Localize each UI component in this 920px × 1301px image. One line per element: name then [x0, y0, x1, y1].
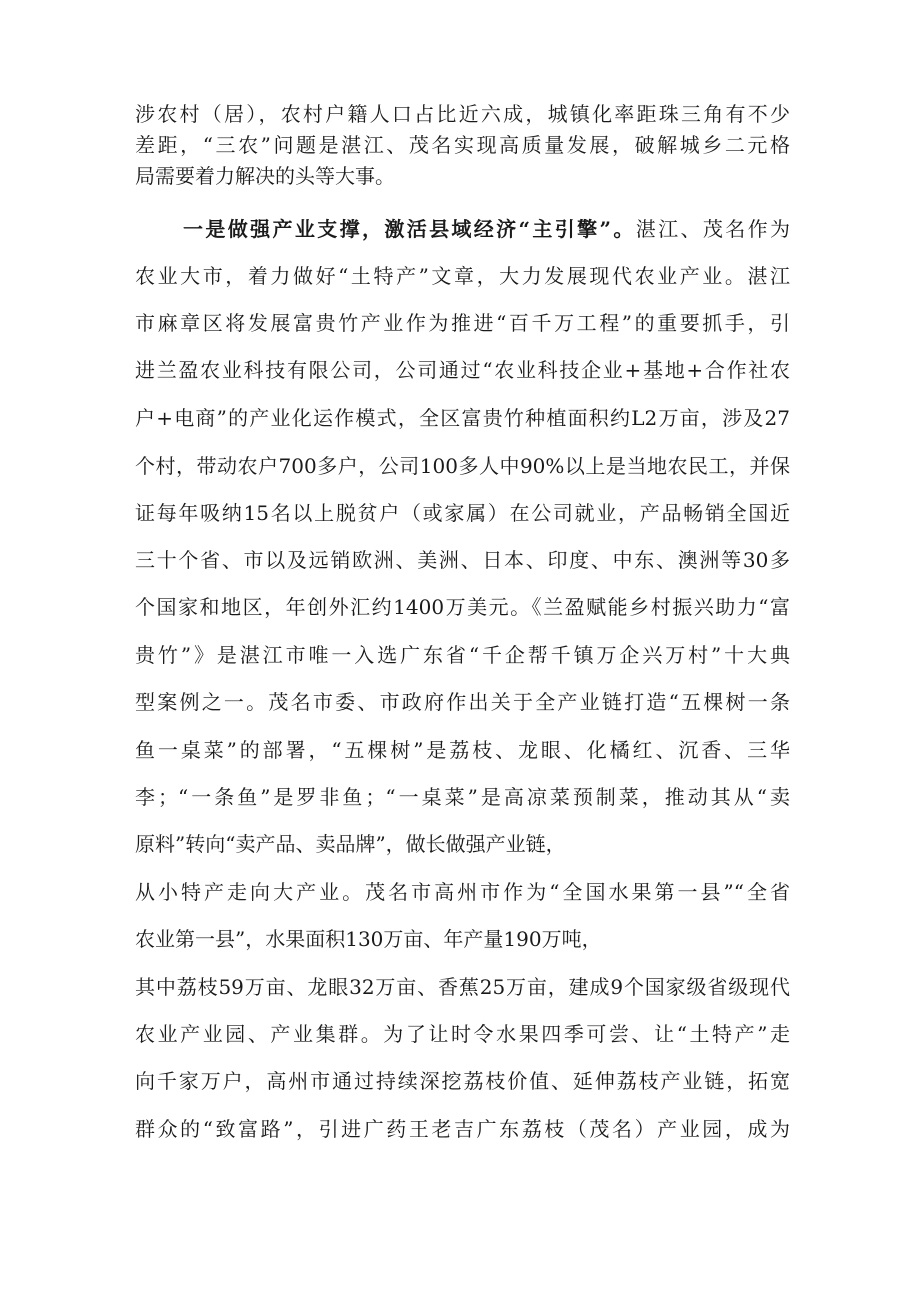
text-line: 群众的“致富路”，引进广药王老吉广东荔枝（茂名）产业园，成为: [135, 1117, 790, 1141]
text-line: 三十个省、市以及远销欧洲、美洲、日本、印度、中东、澳洲等30多: [135, 548, 790, 572]
text-line: 李；“一条鱼”是罗非鱼；“一桌菜”是高凉菜预制菜，推动其从“卖: [135, 785, 790, 809]
text-line: 原料”转向“卖产品、卖品牌”，做长做强产业链，: [135, 832, 566, 856]
text-line: 型案例之一。茂名市委、市政府作出关于全产业链打造“五棵树一条: [135, 690, 790, 714]
text-line: 贵竹”》是湛江市唯一入选广东省“千企帮千镇万企兴万村”十大典: [135, 643, 790, 667]
text-line: 农业产业园、产业集群。为了让时令水果四季可尝、让“土特产”走: [135, 1022, 790, 1046]
text-line: 向千家万户，高州市通过持续深挖荔枝价值、延伸荔枝产业链，拓宽: [135, 1069, 790, 1093]
paragraph-heading-line: [183, 216, 790, 242]
text-line: 局需要着力解决的头等大事。: [135, 164, 395, 188]
text-line: 户+电商”的产业化运作模式，全区富贵竹种植面积约L2万亩，涉及27: [135, 406, 790, 430]
paragraph-heading: 一是做强产业支撑，激活县域经济“主引擎”。: [183, 217, 636, 241]
text-segment: 湛江、茂名作为: [635, 217, 790, 241]
text-line: 差距，“三农”问题是湛江、茂名实现高质量发展，破解城乡二元格: [135, 133, 790, 157]
text-line: 个国家和地区，年创外汇约1400万美元。《兰盈赋能乡村振兴助力“富: [135, 595, 790, 619]
text-line: 鱼一桌菜”的部署，“五棵树”是荔枝、龙眼、化橘红、沉香、三华: [135, 738, 790, 762]
text-line: 证每年吸纳15名以上脱贫户（或家属）在公司就业，产品畅销全国近: [135, 501, 790, 525]
text-line: 农业第一县”，水果面积130万亩、年产量190万吨，: [135, 927, 602, 951]
text-line: 市麻章区将发展富贵竹产业作为推进“百千万工程”的重要抓手，引: [135, 311, 790, 335]
text-line: 其中荔枝59万亩、龙眼32万亩、香蕉25万亩，建成9个国家级省级现代: [135, 975, 790, 999]
text-line: 农业大市，着力做好“土特产”文章，大力发展现代农业产业。湛江: [135, 264, 790, 288]
text-line: 从小特产走向大产业。茂名市高州市作为“全国水果第一县”“全省: [135, 880, 790, 904]
text-line: 进兰盈农业科技有限公司，公司通过“农业科技企业+基地+合作社农: [135, 358, 790, 382]
text-line: 涉农村（居），农村户籍人口占比近六成，城镇化率距珠三角有不少: [135, 102, 790, 126]
text-line: 个村，带动农户700多户，公司100多人中90%以上是当地农民工，并保: [135, 454, 790, 478]
